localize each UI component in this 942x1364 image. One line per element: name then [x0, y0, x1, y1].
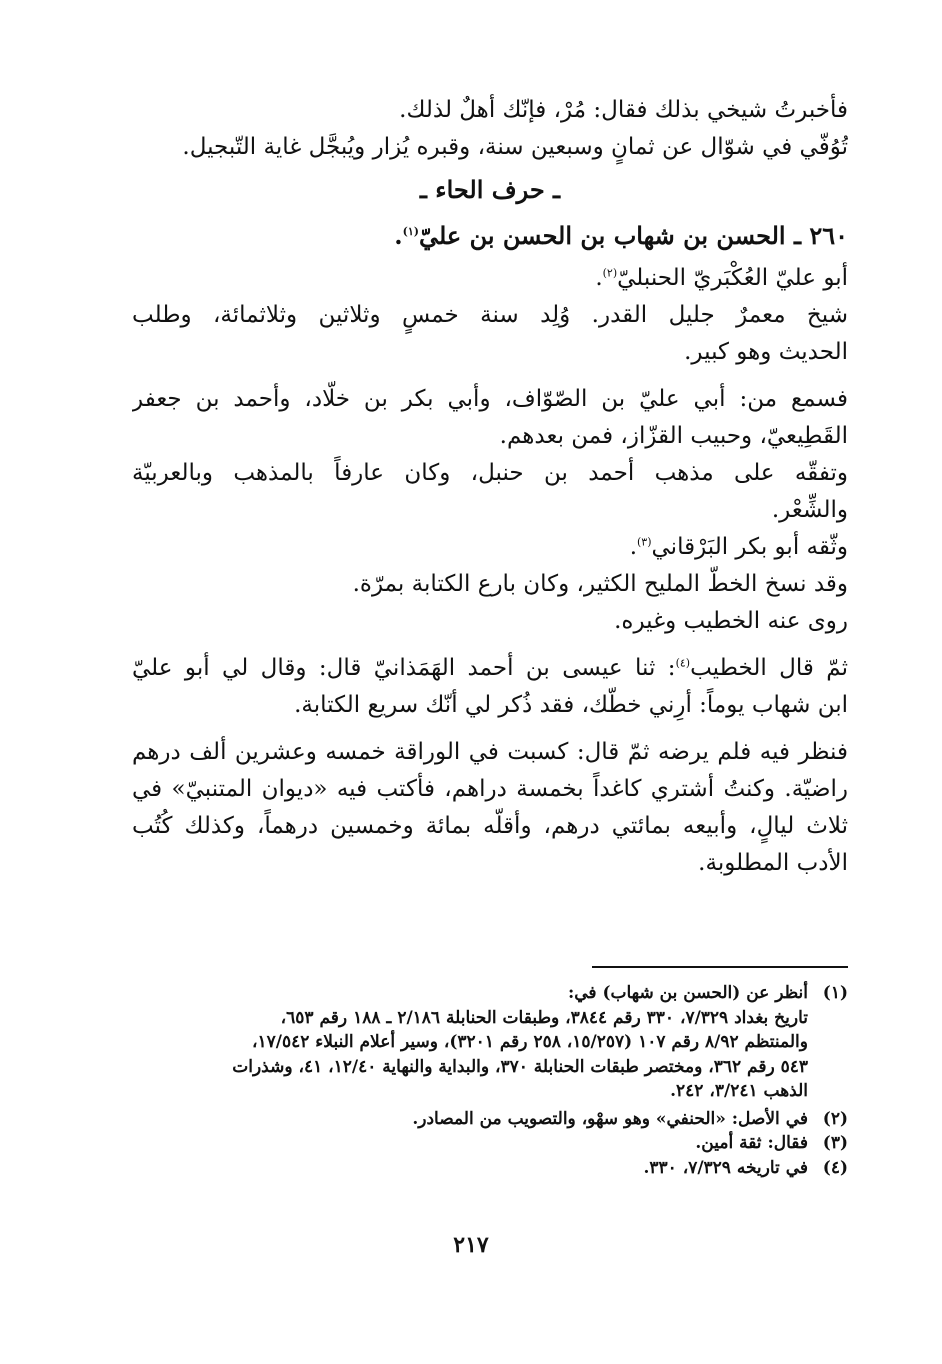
page-number: ٢١٧: [453, 1232, 489, 1258]
text-line: القَطِيعيّ، وحبيب القزّاز، فمن بعدهم.: [499, 423, 848, 449]
footnote-line: الذهب ٣/٢٤١، ٢٤٢.: [670, 1081, 808, 1101]
footnote-number: (٤): [822, 1157, 848, 1178]
footnote-line: أنظر عن (الحسن بن شهاب) في:: [567, 983, 808, 1003]
text-line: فأخبرتُ شيخي بذلك فقال: مُرْ، فإنّك أهلٌ لذلك.: [399, 97, 848, 123]
text-line: ثلاث ليالٍ، وأبيعه بمائتي درهم، وأقلّه بمائة وخمسين درهماً، وكذلك كُتُب: [132, 813, 848, 839]
section-heading: ـ حرف الحاء ـ: [419, 175, 561, 204]
main-text: [132, 92, 848, 882]
footnote-line: في الأصل: «الحنفي» وهو سهْو، والتصويب من المصادر.: [412, 1108, 808, 1129]
text-line: [132, 650, 848, 687]
text-line: الحديث وهو كبير.: [684, 339, 848, 365]
footnote: [132, 1131, 848, 1156]
text-line: فسمع من: أبي عليّ بن الصّوّاف، وأبي بكر بن خلّاد، وأحمد بن جعفر: [132, 386, 848, 412]
footnote-ref: (١): [402, 225, 419, 238]
footnote-line: تاريخ بغداد ٧/٣٢٩، ٣٣٠ رقم ٣٨٤٤، وطبقات الحنابلة ٢/١٨٦ ـ ١٨٨ رقم ٦٥٣،: [280, 1007, 808, 1028]
entry-title: ٢٦٠ ـ الحسن بن شهاب بن الحسن بن عليّ$^{(١)}$.: [394, 221, 848, 250]
text-line: والشِّعْر.: [771, 497, 848, 523]
footnote-line: في تاريخه ٧/٣٢٩، ٣٣٠.: [643, 1157, 808, 1178]
entry-title-text: ٢٦٠ ـ الحسن بن شهاب بن الحسن بن عليّ: [418, 221, 848, 250]
footnote-line: والمنتظم ٨/٩٢ رقم ١٠٧ (١٥/٢٥٧، ٢٥٨ رقم ٣٢٠١)، وسير أعلام النبلاء ١٧/٥٤٢،: [252, 1032, 808, 1052]
text-line: وقد نسخ الخطّ المليح الكثير، وكان بارع الكتابة بمرّة.: [352, 571, 848, 597]
footnote-text: [132, 981, 808, 1104]
text-line: أبو عليّ العُكْبَريّ الحنبليّ$^{(٢)}$.: [595, 265, 848, 291]
footnote-ref: (٢): [602, 266, 618, 280]
footnotes: [132, 981, 848, 1180]
footnote-line: ٥٤٣ رقم ٣٦٢، ومختصر طبقات الحنابلة ٣٧٠، والبداية والنهاية ١٢/٤٠، ٤١، وشذرات: [232, 1056, 808, 1077]
footnote-number: (١): [822, 983, 848, 1003]
text-line: فنظر فيه فلم يرضه ثمّ قال: كسبت في الوراقة خمسه وعشرين ألف درهم: [132, 739, 848, 765]
footnote-number: (٣): [822, 1133, 848, 1153]
text-line: وثّقه أبو بكر البَرْقاني$^{(٣)}$.: [629, 534, 848, 560]
footnote-ref: (٣): [637, 535, 652, 549]
footnote: [132, 981, 848, 1104]
footnote: [132, 1156, 848, 1181]
text-line: الأدب المطلوبة.: [698, 850, 848, 876]
text-span: : ثنا عيسى بن أحمد الهَمَذانيّ قال: وقال لي أبو عليّ: [132, 655, 676, 681]
text-span: وثّقه أبو بكر البَرْقاني: [651, 534, 848, 560]
text-line: تُوُفّي في شوّال عن ثمانٍ وسبعين سنة، وقبره يُزار ويُبجَّل غاية التّبجيل.: [182, 134, 848, 160]
footnote-line: فقال: ثقة أمين.: [695, 1133, 808, 1153]
footnote-ref: (٤): [675, 656, 691, 670]
footnote: [132, 1107, 848, 1132]
footnote-text: [132, 1156, 808, 1181]
text-line: ابن شهاب يوماً: أرِني خطّك، فقد ذُكر لي أنّك سريع الكتابة.: [294, 692, 848, 718]
footnote-text: [132, 1107, 808, 1132]
footnote-text: [132, 1131, 808, 1156]
footnote-separator: [592, 966, 848, 968]
footnote-number: (٢): [822, 1108, 848, 1129]
text-line: روى عنه الخطيب وغيره.: [614, 608, 848, 634]
text-line: وتفقّه على مذهب أحمد بن حنبل، وكان عارفاً بالمذهب وبالعربيّة: [132, 460, 848, 486]
text-line: راضيّة. وكنتُ أشتري كاغداً بخمسة دراهم، فأكتب فيه «ديوان المتنبيّ» في: [132, 776, 848, 802]
text-line: شيخ معمرٌ جليل القدر. وُلِد سنة خمسٍ وثلاثين وثلاثمائة، وطلب: [132, 302, 848, 328]
text-span: أبو عليّ العُكْبَريّ الحنبليّ: [617, 265, 848, 291]
text-span: ثمّ قال الخطيب: [690, 655, 848, 681]
